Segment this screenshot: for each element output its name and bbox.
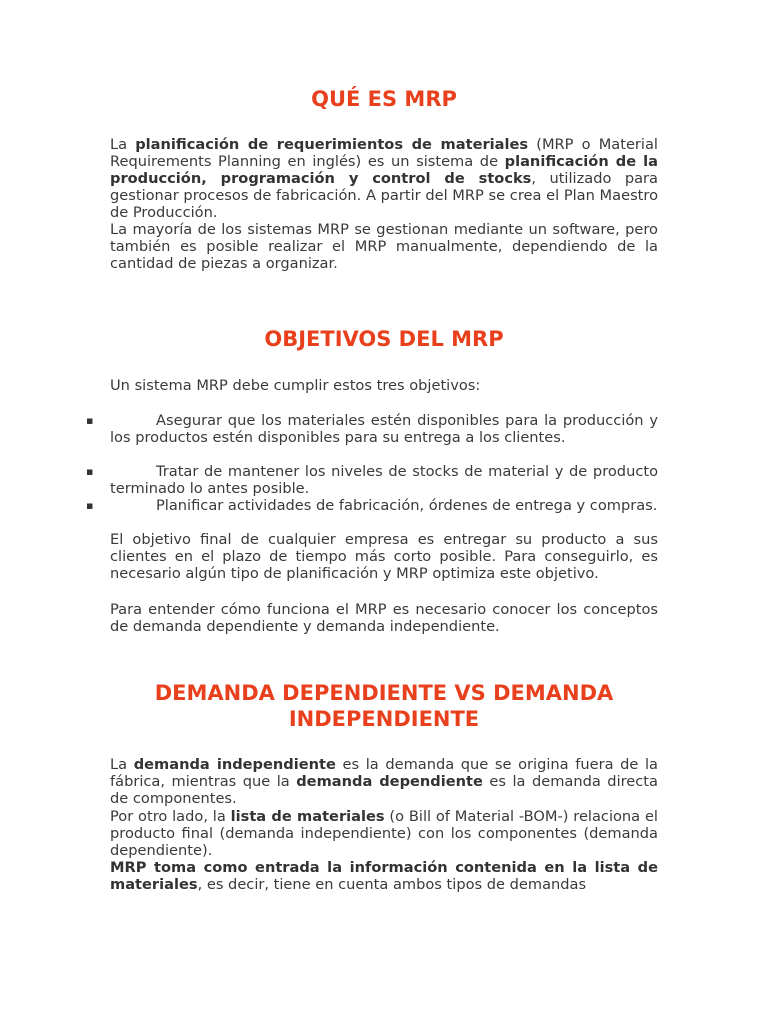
list-item: Tratar de mantener los niveles de stocks de material y de producto terminado lo antes posible. (110, 463, 658, 497)
section-title-objetivos: OBJETIVOS DEL MRP (264, 327, 504, 351)
paragraph-lista-materiales: Por otro lado, la lista de materiales (o Bill of Material -BOM-) relaciona el producto final (demanda independiente) con los componentes (demanda dependiente). (110, 808, 658, 859)
bold-phrase: planificación de la producción, programación y control de stocks (110, 153, 658, 187)
section-title-demanda: DEMANDA DEPENDIENTE VS DEMANDA INDEPENDIENTE (154, 681, 614, 731)
paragraph-mrp-definition: La planificación de requerimientos de materiales (MRP o Material Requirements Planning en inglés) es un sistema de planificación de la producción, programación y control de stocks, utilizado para gestionar procesos de fabricación. A partir del MRP se crea el Plan Maestro de Producción. (110, 136, 658, 221)
paragraph-objetivo-final: El objetivo final de cualquier empresa es entregar su producto a sus clientes en el plazo de tiempo más corto posible. Para conseguirlo, es necesario algún tipo de planificación y MRP optimiza este objetivo. (110, 531, 658, 582)
list-item: Planificar actividades de fabricación, órdenes de entrega y compras. (156, 497, 658, 514)
bold-phrase: demanda independiente (133, 756, 336, 773)
list-item: Asegurar que los materiales estén disponibles para la producción y los productos estén disponibles para su entrega a los clientes. (110, 412, 658, 446)
bullet-icon: ▪ (86, 499, 94, 512)
paragraph-mrp-software: La mayoría de los sistemas MRP se gestionan mediante un software, pero también es posible realizar el MRP manualmente, dependiendo de la cantidad de piezas a organizar. (110, 221, 658, 272)
paragraph-mrp-entrada: MRP toma como entrada la información contenida en la lista de materiales, es decir, tiene en cuenta ambos tipos de demandas (110, 859, 658, 893)
bullet-icon: ▪ (86, 414, 94, 427)
paragraph-demanda-definicion: La demanda independiente es la demanda que se origina fuera de la fábrica, mientras que la demanda dependiente es la demanda directa de componentes. (110, 756, 658, 807)
paragraph-objetivos-intro: Un sistema MRP debe cumplir estos tres objetivos: (110, 377, 481, 394)
section-title-que-es-mrp: QUÉ ES MRP (311, 87, 457, 111)
bullet-icon: ▪ (86, 465, 94, 478)
bold-phrase: MRP toma como entrada la información contenida en la lista de materiales (110, 859, 658, 893)
bold-phrase: lista de materiales (230, 808, 385, 825)
bold-phrase: planificación de requerimientos de materiales (135, 136, 529, 153)
bold-phrase: demanda dependiente (296, 773, 483, 790)
paragraph-conceptos: Para entender cómo funciona el MRP es necesario conocer los conceptos de demanda dependiente y demanda independiente. (110, 601, 658, 635)
